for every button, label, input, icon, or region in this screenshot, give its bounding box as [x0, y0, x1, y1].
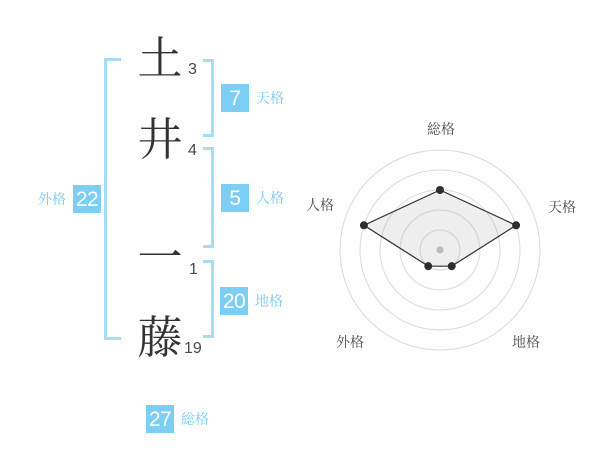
radar-data-point: [448, 262, 456, 270]
radar-axis-label: 外格: [336, 334, 364, 350]
jinkaku-bracket: [203, 147, 214, 248]
surname-char-1-strokes: 3: [188, 61, 197, 78]
given-char-1: 一: [137, 232, 183, 283]
soukaku-label: 総格: [181, 411, 209, 427]
chikaku-bracket: [203, 260, 214, 338]
radar-chart: [300, 110, 600, 360]
soukaku-value-badge: 27: [146, 405, 174, 433]
tenkaku-value-badge: 7: [221, 84, 249, 112]
given-char-2: 藤: [137, 312, 183, 363]
surname-char-2: 井: [137, 114, 183, 165]
gaikaku-value-badge: 22: [73, 185, 101, 213]
jinkaku-row: [221, 184, 284, 212]
radar-axis-label: 人格: [306, 197, 334, 213]
tenkaku-row: [221, 84, 284, 112]
soukaku-row: [146, 405, 209, 433]
chikaku-row: [220, 287, 283, 315]
radar-series-group: [360, 186, 520, 270]
jinkaku-label: 人格: [256, 190, 284, 206]
radar-data-point: [424, 262, 432, 270]
gaikaku-row: [38, 185, 101, 213]
tenkaku-bracket: [203, 59, 214, 137]
chikaku-label: 地格: [255, 293, 283, 309]
given-char-1-strokes: 1: [189, 261, 198, 278]
radar-data-point: [436, 186, 444, 194]
radar-data-point: [360, 221, 368, 229]
jinkaku-value-badge: 5: [221, 184, 249, 212]
radar-data-polygon: [364, 190, 516, 266]
tenkaku-label: 天格: [256, 90, 284, 106]
surname-char-2-strokes: 4: [188, 142, 197, 159]
radar-axis-label: 地格: [512, 334, 540, 350]
radar-data-point: [512, 221, 520, 229]
radar-axis-label: 総格: [427, 121, 455, 137]
radar-axis-label: 天格: [548, 199, 576, 215]
given-char-2-strokes: 19: [184, 340, 202, 357]
chikaku-value-badge: 20: [220, 287, 248, 315]
gaikaku-bracket: [104, 58, 121, 340]
surname-char-1: 土: [137, 33, 183, 84]
gaikaku-label: 外格: [38, 191, 66, 207]
